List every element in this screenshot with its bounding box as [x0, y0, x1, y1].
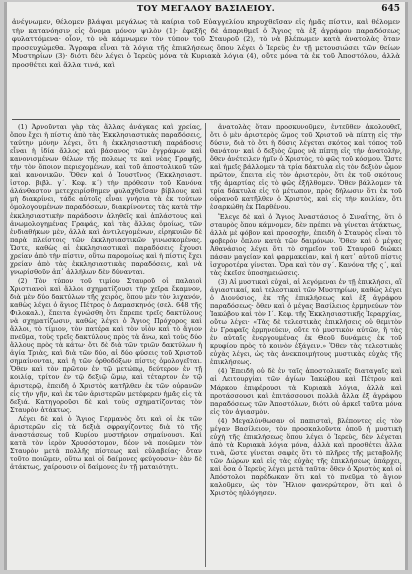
footnote-paragraph: Λέγει δὲ καὶ ὁ Ἅγιος Γερμανὸς ὅτι καὶ οἱ ἐκ τῶν ἀριστερῶν εἰς τὰ δεξιὰ σφραγίζοντες διὰ τὸ τῆς ἀναστάσεως τοῦ Κυρίου μυστήριον σημαίνουσι. Καὶ κατὰ τὸν ἱερὸν Χρυσόστομον, δέον νὰ ποιῶμεν τὸν Σταυρὸν μετὰ πολλῆς πίστεως καὶ εὐλαβείας· ὅταν τοῦτο ποιῶμεν, οὕτω καὶ οἱ δαίμονες φεύγουσιν· ἐὰν δὲ ἀτάκτως, χαίρουσιν οἱ δαίμονες ἐν τῇ ματαιότητι. [10, 414, 202, 471]
main-paragraph: ἀνέγνωμεν, θέλομεν βλάψαι μεγάλως τὰ καίρια τοῦ Εὐαγγελίου κηρυχθεῖσαν εἰς ἡμᾶς πίστιν, καὶ θέλομεν τὴν κατανόησιν εἰς ὄνομα μόνον ψιλὸν (1)· ἐφεξῆς δὲ ἀπαριθμεῖ ὁ Ἅγιος τὰ ἐξ ἀγράφου παραδόσεως φυλαττόμενα· οἷον, τὸ νὰ κάμνωμεν τὸν τύπον τοῦ Σταυροῦ (2), τὸ νὰ βλέπωμεν κατὰ ἀνατολὰς ὅταν προσευχώμεθα. Ἄγραφα εἶναι τὰ λόγια τῆς ἐπικλήσεως ὅπου λέγει ὁ Ἱερεὺς ἐν τῇ μετουσιώσει τῶν θείων Μυστηρίων (3)· διότι δὲν λέγει ὁ Ἱερεὺς μόνα τὰ Κυριακὰ λόγια (4), οὔτε μόνα τὰ ἐκ τοῦ Ἀποστόλου, ἀλλὰ προσθέτει καὶ ἄλλα τινά, καὶ [12, 18, 400, 69]
scan-edge-right [405, 2, 408, 570]
page-header [12, 4, 400, 18]
footnote-paragraph: (1) Ἀρνοῦνται γὰρ τὰς ἄλλας ἀνάγκας καὶ χρείας, ὅπου ἔχει ἡ πίστις ἀπὸ τὰς Ἐκκλησιαστικὰς παραδόσεις, ταύτην μόνην λέγει, ὅτι ἡ ἐκκλησιαστικὴ παράδοσις εἶναι ἡ ἰδία ἄλλος καὶ βάσανος τῶν ἐγγράφων καὶ κανονισμένων θέλων τῆς πολεως τε καὶ νέας Γραφῆς, τὴν τὸν ὅποιον περιεχομένων, καὶ τοῦ ἀποστολικοῦ τῶν καὶ κανονικῶν. Ὅθεν καὶ ὁ Ἰουστῖνος (Ἐκκλησιαστ. ἱστορ. βιβλ. γ΄. Κεφ. κ΄) τὴν πρόθεσιν τοῦ Κανόνα ἀλάνθαστον μετεχειρίσθημεν φυλαχθεῖσαν βίβλους καὶ μὴ διακρίνει, τάδε αὐτοῖς εἶναι γνήσια τὰ ἐκ τούτων ὁμολογουμένων παραδόσεων, διακρίνοντες τὰς κατὰ τὴν ἐκκλησιαστικὴν παράδοσιν ἀληθεῖς καὶ ἀπλάστους καὶ ἀνωμολογημένας Γραφάς, καὶ τὰς ἄλλας ὁμοίως, τῶν ἐνδιαθήκων μὲν, ἀλλὰ καὶ ἀντιλεγομένων, εἰρηκυιῶν δὲ παρὰ πλείστοις τῶν ἐκκλησιαστικῶν γινωσκομένας. Ὥστε, καθὼς αἱ ἐκκλησιαστικαὶ παραδόσεις ἔχουσι χρείαν ἀπὸ τὴν πίστιν, οὕτω παρομοίως καὶ ἡ πίστις ἔχει χρείαν ἀπὸ τὰς ἐκκλησιαστικὰς παραδόσεις, καὶ νὰ γνωρίσθοῦν ἀπ᾽ ἀλλήλων δὲν δύνανται. [10, 123, 202, 276]
column-divider [205, 123, 206, 567]
footnote-paragraph: Ἔλεγε δὲ καὶ ὁ Ἅγιος Ἀναστάσιος ὁ Σιναΐτης, ὅτι ὁ σταυρὸς ὅπου κάμνομεν, δὲν πρέπει νὰ γίνεται ἀτάκτως, ἀλλὰ μὲ φόβον καὶ προσοχὴν, ἐπειδὴ ὁ Σταυρὸς εἶναι τὸ φοβερὸν ὅπλον κατὰ τῶν δαιμόνων. Ὅθεν καὶ ὁ μέγας Ἀθανάσιος λέγει ὅτι τὸ σημεῖον τοῦ Σταυροῦ διώκει πάσαν μαγείαν καὶ φαρμακείαν, καὶ ἡ κατ᾽ αὐτοῦ πίστις ἰσχυροτέρα γίνεται. Ὅρα καὶ τὸν σγ΄. Κανόνα τῆς ς΄, καὶ τὰς ἐκεῖσε ὑποσημειώσεις. [210, 212, 402, 277]
footnotes-right-column [210, 123, 402, 570]
footnote-paragraph: (2) Τὸν τύπον τοῦ τιμίου Σταυροῦ οἱ παλαιοὶ Χριστιανοὶ καὶ ἄλλοι σχηματίζουσι τὴν χεῖρα ἔκαμνον, διὰ μὲν δύο δακτύλων τῆς χειρὸς, ὅπου μὲν τὸν λιχανόν, καθὼς λέγει ὁ ἅγιος Πέτρος ὁ Δαμασκηνός (σελ. 648 τῆς Φιλοκαλ.), ἔπειτα ἐγνώσθη ὅτι ἔπρεπε τρεῖς δακτύλους νὰ σχηματίζωσιν, καθὼς λέγει ὁ Ἅγιος Πρόχορος καὶ ἄλλοι, τὸ τίμιον, τὸν πατέρα καὶ τὸν υἱὸν καὶ τὸ ἅγιον πνεῦμα, τοὺς τρεῖς δακτύλους πρὸς τὰ ἄνω, καὶ τοὺς δύο ἄλλους πρὸς τὰ κάτω· ὅτι δὲ διὰ τῶν τριῶν δακτύλων ἡ ἁγία Τριὰς, καὶ διὰ τῶν δύο, αἱ δύο φύσεις τοῦ Χριστοῦ σημαίνονται, καὶ ἡ τῶν ὀρθοδόξων πίστις ὁμολογεῖται. Ὅθεν καὶ τὸν πρῶτον ἐν τῷ μετώπῳ, δεύτερον ἐν τῇ κοιλίᾳ, τρίτον ἐν τῷ δεξιῷ ὤμῳ, καὶ τέταρτον ἐν τῷ ἀριστερῷ, ἐπειδὴ ὁ Χριστὸς κατῆλθεν ἐκ τῶν οὐρανῶν εἰς τὴν γῆν, καὶ ἐκ τῶν ἀριστερῶν μετέφερεν ἡμᾶς εἰς τὰ δεξιά. Κατηγοροῦσι δὲ καὶ τοὺς σχηματίζοντας τὸν Σταυρὸν ἀτάκτως. [10, 276, 202, 414]
footnote-separator-rule [12, 119, 400, 120]
page-number: 645 [381, 4, 400, 14]
main-text [12, 18, 400, 69]
footnotes-left-column [10, 123, 202, 570]
footnote-paragraph: (4) Ἐπειδὴ οὐ δὲ ἐν ταῖς ἀποστολικαῖς διαταγαῖς καὶ αἱ Λειτουργίαι τῶν ἁγίων Ἰακώβου καὶ Πέτρου καὶ Μάρκου ἐπιφέρουσι τὰ Κυριακὰ λόγια, ἀλλὰ καὶ προτάσσουσι καὶ ἐπιτάσσουσι πολλὰ ἄλλα ἐξ ἀγράφου παραδόσεως τῶν Ἀποστόλων, διότι οὐ ἀρκεῖ ταῦτα μόνα εἰς τὸν ἁγιασμὸν. [210, 367, 402, 416]
footnote-paragraph: (4) Μεγαλύνθωσαν οἱ παπισταὶ, βλέποντες εἰς τὸν μέγαν Βασίλειον, τὸν προσκαλοῦντα ὁποῦ ἡ μυστικὴ εὐχὴ τῆς ἐπικλήσεως ὅπου λέγει ὁ Ἱερεὺς, δὲν λέγεται ἀπὸ τὰ Κυριακὰ λόγια μόνα, ἀλλὰ καὶ προσθέτει ἄλλα τινὰ, ὥστε γίνεται σαφὲς ὅτι τὸ πλῆρες τῆς μεταβολῆς τῶν Δώρων καὶ εἰς τὰς εὐχὰς τῆς ἐπικλήσεως ὑπάρχει, καὶ ὅσα ὁ Ἱερεὺς λέγει μετὰ ταῦτα· ὅθεν ὁ Χριστὸς καὶ οἱ Ἀπόστολοι παρέδωκαν ὅτι καὶ τὸ πνεῦμα τὸ ἅγιον καλοῦμεν, ὡς τὸν Ἥλιον φανερώτερον, ὅτι καὶ ὁ Χριστὸς ηὐλόγησεν. [210, 416, 402, 498]
running-head: ΤΟΥ ΜΕΓΑΛΟΥ ΒΑΣΙΛΕΙΟΥ. [136, 4, 276, 14]
scan-edge-left [4, 2, 7, 570]
footnote-paragraph: ἀνατολὰς ὅταν προσκυνοῦμεν, ἐντεῦθεν ἀκολουθεῖ, ὅτι ὁ μὲν ἀριστερὸς ὤμος τοῦ Χριστοῦ νὰ πίπτῃ εἰς τὴν δύσιν, διὰ τὸ ὅτι ἡ δύσις λέγεται σκότος καὶ τόπος τοῦ θανάτου· καὶ ὁ δεξιὸς ὤμος νὰ πίπτῃ εἰς τὴν ἀνατολὴν, ὅθεν ἀνέτειλεν ἡμῖν ὁ Χριστὸς, τὸ φῶς τοῦ κόσμου. Ὥστε καὶ ἡμεῖς βάλλομεν τὰ τρία δάκτυλα εἰς τὸν δεξιὸν ὦμον πρῶτον, ἔπειτα εἰς τὸν ἀριστερὸν, ὅτι ἐκ τοῦ σκότους τῆς ἁμαρτίας εἰς τὸ φῶς ἐξήλθομεν. Ὅθεν βάλλομεν τὰ τρία δάκτυλα εἰς τὸ μέτωπον, πρὸς δήλωσιν ὅτι ἐκ τοῦ οὐρανοῦ κατῆλθεν ὁ Χριστὸς, καὶ εἰς τὴν κοιλίαν, ὅτι ἐσαρκώθη ἐκ Παρθένου. [210, 123, 402, 212]
footnote-paragraph: (3) Αἱ μυστικαὶ εὐχαὶ, αἱ λεγόμεναι ἐν τῇ ἐπικλήσει, αἳ ἁγιαστικαί, καὶ τελεστικαὶ τῶν Μυστηρίων, καθὼς λέγει ὁ Διονύσιος, ἐκ τῆς ἐπικλήσεως καὶ ἐξ ἀγράφου παραδόσεως· ὅθεν καὶ ὁ μέγας Βασίλειος ἑρμηνεύων τὸν Ἰακώβου καὶ τὸν Ι΄. Κεφ. τῆς Ἐκκλησιαστικῆς Ἱεραρχίας, οὕτω λέγει· «Τὰς δὲ τελεστικὰς ἐπικλήσεις οὐ θεμιτὸν ἐν Γραφαῖς ἑρμηνεύειν, οὔτε τὸ μυστικὸν αὐτῶν, ἢ τὰς ἐν αὐταῖς ἐνεργουμένας ἐκ Θεοῦ δυνάμεις ἐκ τοῦ κρυφίου πρὸς τὸ κοινὸν ἐξάγειν.» Ὅθεν τὰς τελεστικὰς εὐχὰς λέγει, ὡς τὰς ἀνεκποιμήτους μυστικὰς εὐχὰς τῆς ἐπικλήσεως. [210, 277, 402, 367]
book-page [4, 2, 408, 570]
